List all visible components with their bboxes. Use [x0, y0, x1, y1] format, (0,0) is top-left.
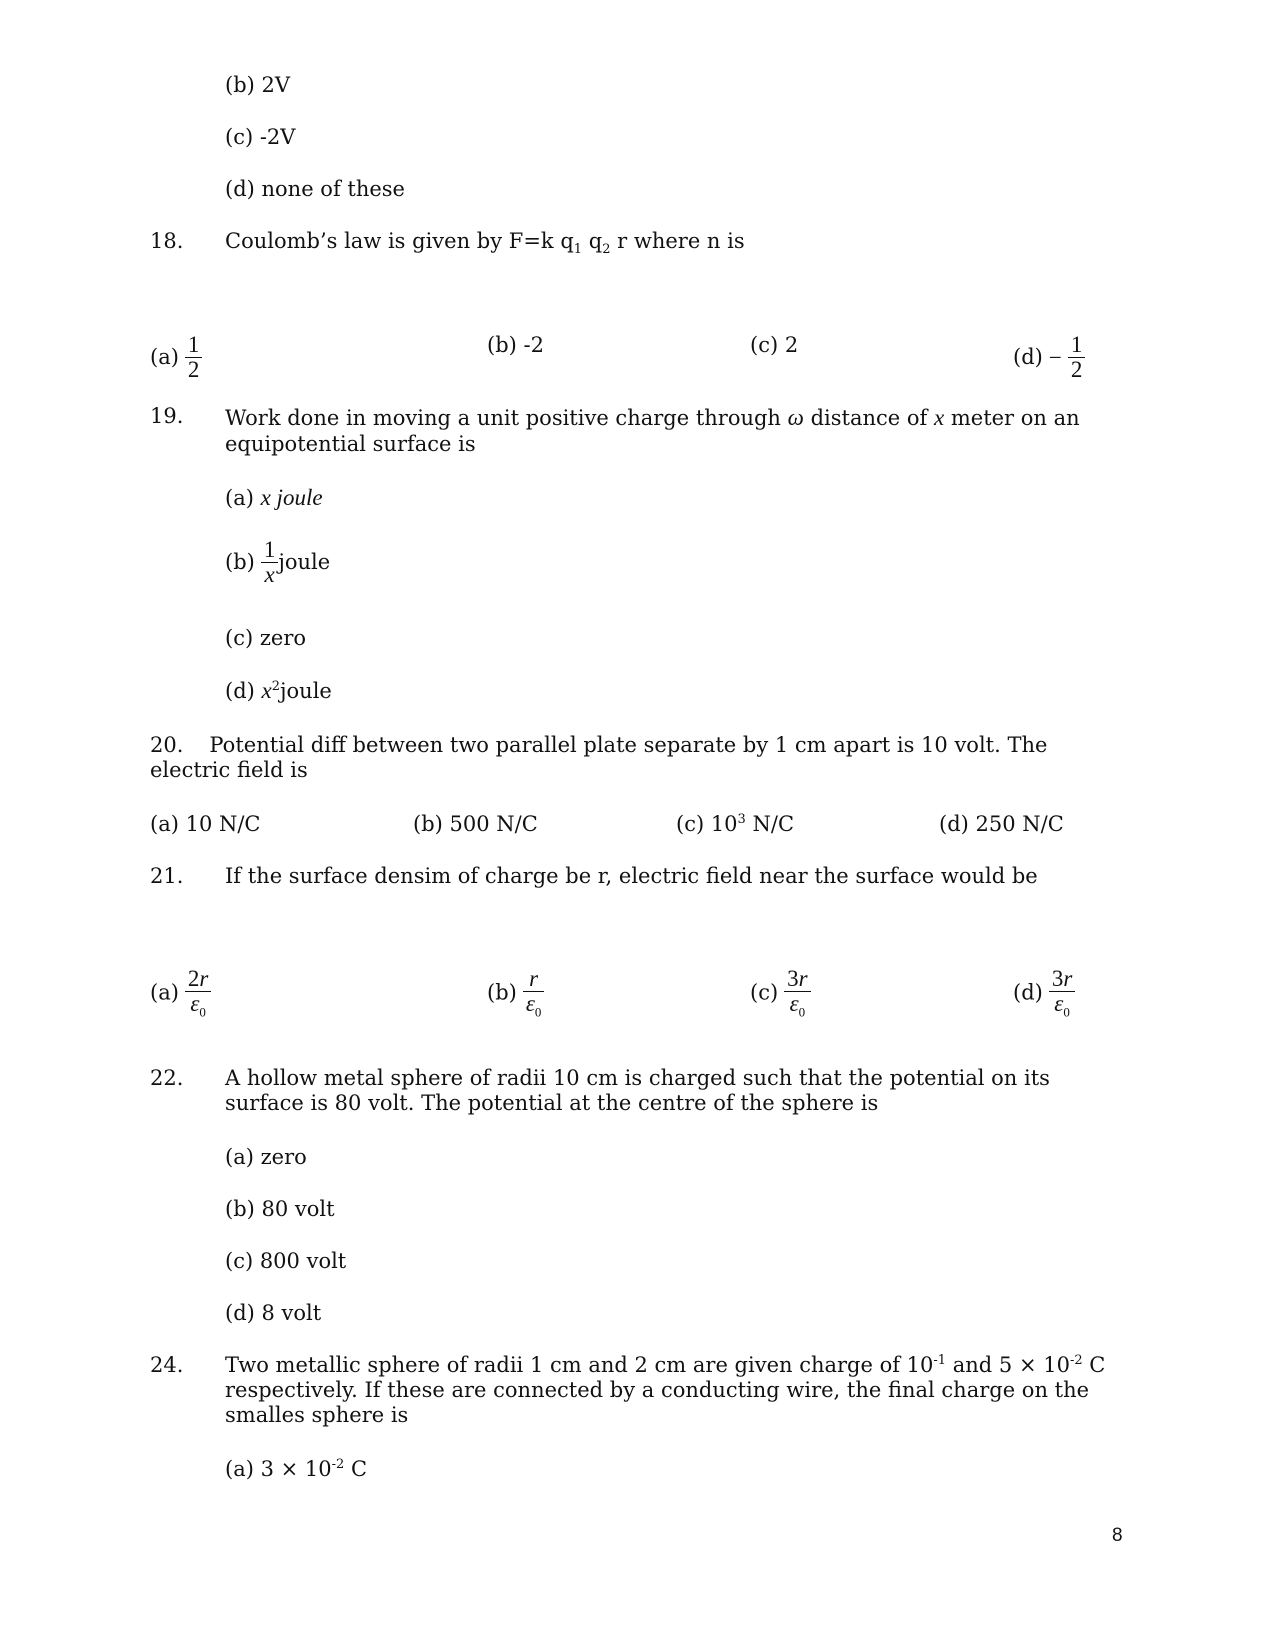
fraction: $\frac{2r}{\varepsilon_0}$: [185, 967, 211, 1019]
q21-option-c: (c) $\frac{3r}{\varepsilon_0}$: [750, 967, 811, 1019]
q18-option-b: (b) -2: [487, 333, 544, 357]
fraction: $\frac{1}{2}$: [1068, 333, 1086, 382]
q22-option-d: (d) 8 volt: [225, 1301, 322, 1325]
q18-option-c: (c) 2: [750, 333, 799, 357]
q19-option-b: (b) $\frac{1}{x}$ joule: [225, 537, 331, 588]
q19-number: 19.: [150, 404, 184, 428]
q17-option-b: (b) 2V: [225, 73, 291, 97]
q20-text-line1: 20. Potential diff between two parallel plate separate by 1 cm apart is 10 volt. The: [150, 733, 1048, 757]
q19-option-d: (d) $x^2joule$: [225, 678, 332, 703]
q18-number: 18.: [150, 229, 184, 253]
q18-option-d: (d) − $\frac{1}{2}$: [1013, 333, 1085, 382]
q19-option-c: (c) zero: [225, 626, 306, 650]
page-number: 8: [1112, 1525, 1123, 1546]
fraction: $\frac{1}{2}$: [185, 333, 203, 382]
q21-number: 21.: [150, 864, 184, 888]
q22-number: 22.: [150, 1066, 184, 1090]
q21-option-b: (b) $\frac{r}{\varepsilon_0}$: [487, 967, 544, 1019]
q21-option-a: (a) $\frac{2r}{\varepsilon_0}$: [150, 967, 211, 1019]
q18-text: Coulomb’s law is given by F=k $q_1$ $q_2$ r where n is: [225, 229, 745, 258]
fraction: $\frac{1}{x}$: [261, 538, 279, 587]
fraction: $\frac{3r}{\varepsilon_0}$: [1049, 967, 1075, 1019]
q19-text: Work done in moving a unit positive charge through ω distance of x meter on an equipotential surface is: [225, 405, 1080, 456]
q20-option-d: (d) 250 N/C: [939, 812, 1064, 836]
q17-option-d: (d) none of these: [225, 177, 405, 201]
q20-text-line2: electric field is: [150, 758, 308, 782]
q22-option-a: (a) zero: [225, 1145, 307, 1169]
q22-option-c: (c) 800 volt: [225, 1249, 347, 1273]
q20-option-c: (c) $10^3$ N/C: [676, 812, 795, 836]
q24-text: Two metallic sphere of radii 1 cm and 2 cm are given charge of $10^{-1}$ and $5 \times 10^{-2}$ C respectively. If these are connected by a conducting wire, the final charge on the smalles sphere is: [225, 1353, 1106, 1428]
q24-number: 24.: [150, 1353, 184, 1377]
q21-option-d: (d) $\frac{3r}{\varepsilon_0}$: [1013, 967, 1075, 1019]
q18-option-a: (a) $\frac{1}{2}$: [150, 333, 202, 382]
q20-option-b: (b) 500 N/C: [413, 812, 538, 836]
q22-option-b: (b) 80 volt: [225, 1197, 335, 1221]
q21-text: If the surface densim of charge be r, electric field near the surface would be: [225, 864, 1038, 888]
q17-option-c: (c) -2V: [225, 125, 296, 149]
fraction: $\frac{r}{\varepsilon_0}$: [523, 967, 545, 1019]
q22-text: A hollow metal sphere of radii 10 cm is charged such that the potential on its surface is 80 volt. The potential at the centre of the sphere is: [225, 1066, 1050, 1116]
q20-option-a: (a) 10 N/C: [150, 812, 261, 836]
q19-option-a: (a) x joule: [225, 485, 323, 510]
fraction: $\frac{3r}{\varepsilon_0}$: [784, 967, 810, 1019]
q24-option-a: (a) $3 \times 10^{-2}$ C: [225, 1457, 368, 1481]
